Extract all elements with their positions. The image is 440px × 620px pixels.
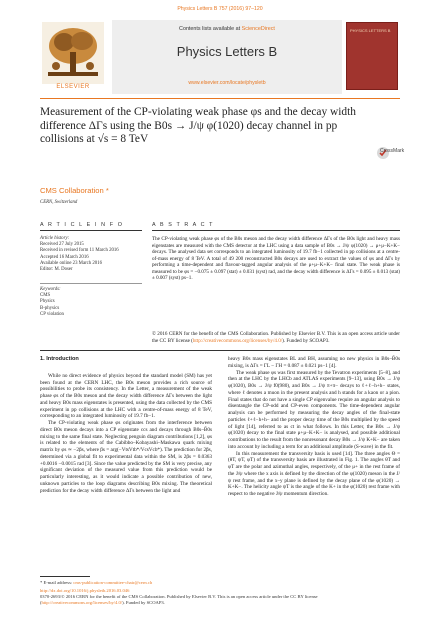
journal-homepage[interactable] [112,80,342,86]
paragraph: The CP-violating weak phase φs originates from the interference between direct B0s meson decays into a CP eigenstate ccs and decays through B0s–B̄0s mixing to the same final state. Neglecting penguin diagram contributions [1,2], φs is related to the elements of the Cabibbo–Kobayashi–Maskawa quark mixing matrix by φs ≃ −2βs, where βs = arg(−VtsVtb*/VcsVcb*). The prediction for 2βs, determined via a global fit to experimental data within the SM, is 2βs = 0.0363 +0.0016 −0.0015 rad [3]. Since the value predicted by the SM is very precise, any significant deviation of the measured value from this prediction would be particularly interesting, as it would indicate a possible contribution of new, unknown particles to the loop diagrams describing B0s mixing. The theoretical prediction for the decay width difference ΔΓs between the light and [40,420,212,494]
paragraph: In this measurement the transversity basis is used [14]. The three angles Θ = (θT, ψT, φT) of the transversity basis are illustrated in Fig. 1. The angles θT and φT are the polar and azimuthal angles, respectively, of the μ+ in the rest frame of the J/ψ where the x axis is defined by the direction of the φ(1020) meson in the J/ψ rest frame, and the x–y plane is defined by the decay plane of the φ(1020) → K+K−. The helicity angle ψT is the angle of the K+ in the φ(1020) rest frame with respect to the negative J/ψ momentum direction. [228,450,400,497]
article-info-label: A R T I C L E I N F O [40,222,124,228]
paragraph: heavy B0s mass eigenstates BL and BH, assuming no new physics in B0s–B̄0s mixing, is ΔΓs = ΓL − ΓH = 0.087 ± 0.021 ps−1 [4]. [228,356,400,369]
keywords-heading: Keywords: [40,287,61,292]
paragraph: The weak phase φs was first measured by the Tevatron experiments [5–8], and then at the LHC by the LHCb and ATLAS experiments [9–13], using B0s → J/ψ φ(1020), B0s → J/ψ f0(980), and B0s → J/ψ π+π− decays to ℓ+ℓ−h+h− states, where ℓ denotes a muon in the present analysis and h stands for a kaon or a pion. Final states that do not have a single CP eigenvalue require an angular analysis to disentangle the CP-odd and CP-even components. The time-dependent angular analysis can be performed by measuring the decay angles of the final-state particles ℓ+ℓ−h+h− and the proper decay time of the B0s multiplied by the speed of light [14], referred to as ct in what follows. In this Letter, the B0s → J/ψ φ(1020) decay to the final state μ+μ−K+K− is analysed, and possible additional contributions to the result from the nonresonant decay B0s → J/ψ K+K− are taken into account by including a term for an additional amplitude (S-wave) in the fit. [228,369,400,450]
contents-line [112,26,342,32]
journal-reference: Physics Letters B 757 (2016) 97–120 [177,6,263,12]
title-line-2: difference ΔΓs using the B0s → J/ψ φ(1020) decay channel in pp [40,119,338,132]
abstract-rule [152,230,400,231]
bottom-license-link[interactable]: http://creativecommons.org/licenses/by/4.0/ [41,600,123,605]
abstract-label: A B S T R A C T [152,222,215,228]
keywords [40,287,142,318]
keyword-item: B-physics [40,305,60,311]
crossmark-label: CrossMark [380,148,405,154]
sciencedirect-link[interactable]: ScienceDirect [241,26,275,32]
left-column [40,356,212,494]
title-line-3: collisions at √s = 8 TeV [40,133,149,146]
paragraph: While no direct evidence of physics beyond the standard model (SM) has yet been found at the CERN LHC, the B0s meson provides a rich source of possibilities to probe its consistency. In the Letter, a measurement of the weak phase φs of the B0s meson and the decay width difference ΔΓs between the light and heavy B0s mass eigenstates is presented, using the data collected by the CMS experiment in pp collisions at the LHC with a centre-of-mass energy of 8 TeV, corresponding to an integrated luminosity of 19.7 fb−1. [40,372,212,420]
doi-link[interactable]: http://dx.doi.org/10.1016/j.physletb.2016.03.046 [40,588,130,593]
history-line: Received 27 July 2015 [40,242,84,248]
article-info-rule [40,230,142,231]
history-line: Received in revised form 11 March 2016 [40,248,119,254]
cover-title: PHYSICS LETTERS B [350,28,391,33]
publisher-name: ELSEVIER [56,84,90,90]
abstract-text: The CP-violating weak phase φs of the B0s meson and the decay width difference ΔΓs of the B0s light and heavy mass eigenstates are measured with the CMS detector at the LHC using a data sample of B0s → J/ψ φ(1020) → μ+μ−K+K− decays. The analysed data set corresponds to an integrated luminosity of 19.7 fb−1 collected in pp collisions at a centre-of-mass energy of 8 TeV. A total of 49 200 reconstructed B0s decays are used to extract the values of φs and ΔΓs by performing a time-dependent and flavour-tagged angular analysis of the μ+μ−K+K− final state. The weak phase is measured to be φs = −0.075 ± 0.097 (stat) ± 0.031 (syst) rad, and the decay width difference is ΔΓs = 0.095 ± 0.013 (stat) ± 0.007 (syst) ps−1. [152,236,400,282]
article-history [40,236,142,273]
keyword-item: CMS [40,293,51,299]
keyword-item: CP violation [40,311,64,317]
keywords-rule [40,283,142,284]
footnote [40,580,152,585]
title-line-1: Measurement of the CP-violating weak phase φs and the decay width [40,106,356,118]
journal-name: Physics Letters B [176,44,278,59]
section-heading-introduction: 1. Introduction [40,356,79,362]
affiliation: CERN, Switzerland [40,200,78,205]
bottom-info: http://dx.doi.org/10.1016/j.physletb.2016.03.046 0370-2693/© 2016 CERN for the benefit of the CMS Collaboration. Published by Elsevier B.V. This is an open access article under the CC BY license (http://creativecommons.org/licenses/by/4.0/). Funded by SCOAP3. [40,588,400,606]
history-heading: Article history: [40,236,70,241]
footnote-rule [40,576,90,577]
history-line: Available online 23 March 2016 [40,260,102,266]
keyword-item: Physics [40,299,55,305]
right-column [228,356,400,498]
bottom-license-line: 0370-2693/© 2016 CERN for the benefit of the CMS Collaboration. Published by Elsevier B.V. This is an open access article under the CC BY license [40,594,318,599]
license-link[interactable]: http://creativecommons.org/licenses/by/4.0/ [192,337,283,344]
bottom-license-end: ). Funded by SCOAP3. [122,600,165,605]
history-line: Accepted 16 March 2016 [40,254,89,260]
body-rule [40,350,400,351]
copyright-end: ). Funded by SCOAP3. [282,337,330,344]
elsevier-tree-logo-icon [42,22,104,84]
abstract-copyright [152,331,400,344]
email-link[interactable]: cms-publication-committee-chair@cern.ch [73,580,153,585]
footnote-text: * E-mail address: [40,580,74,585]
copyright-text: © 2016 CERN for the benefit of the CMS Collaboration. Published by Elsevier B.V. This is an open access article under the CC BY license ( [152,331,400,344]
contents-prefix: Contents lists available at [179,26,242,32]
article-title [40,106,360,147]
header-rule [40,98,400,99]
authors[interactable]: CMS Collaboration * [40,186,109,195]
history-line: Editor: M. Doser [40,267,73,273]
homepage-url[interactable]: www.elsevier.com/locate/physletb [188,80,266,86]
